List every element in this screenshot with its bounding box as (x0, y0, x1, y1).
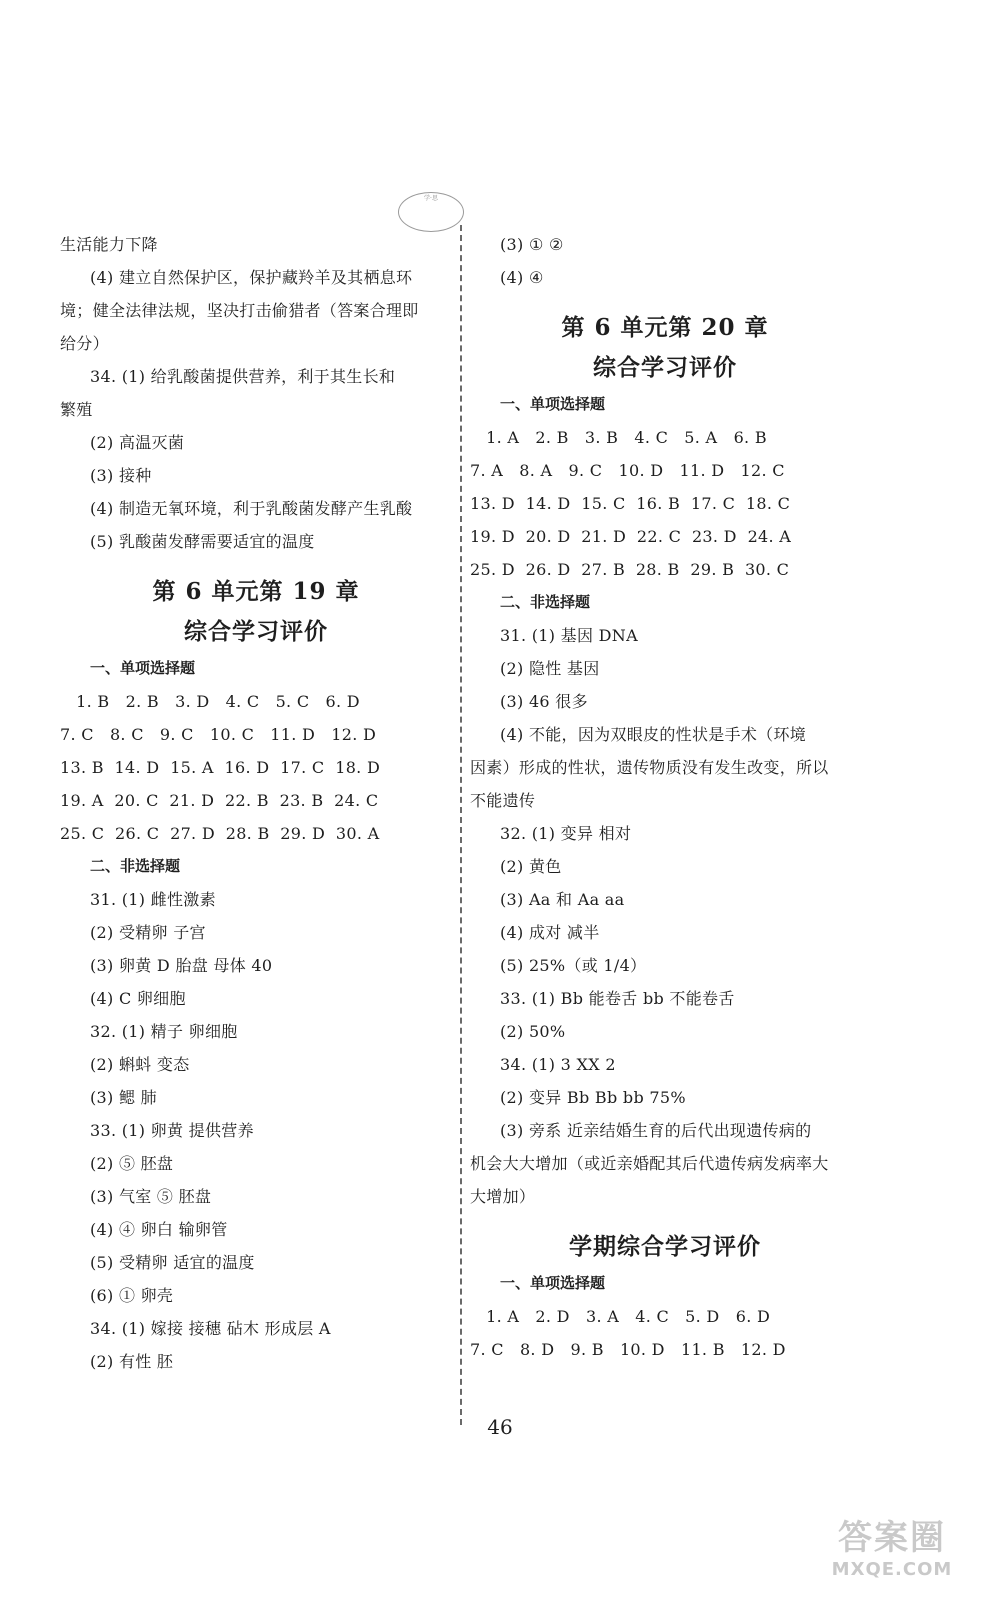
answer-line: 25. C 26. C 27. D 28. B 29. D 30. A (60, 824, 380, 843)
answer-line: (5) 受精卵 适宜的温度 (90, 1253, 255, 1272)
watermark-url: MXQE.COM (831, 1559, 953, 1580)
answer-line: 13. B 14. D 15. A 16. D 17. C 18. D (60, 758, 381, 777)
section-title: 综合学习评价 (184, 618, 328, 645)
answer-line: 31. (1) 雌性激素 (90, 890, 216, 909)
section-title: 第 6 单元第 20 章 (561, 314, 769, 341)
answer-line: (5) 乳酸菌发酵需要适宜的温度 (90, 532, 315, 551)
answer-line: 34. (1) 嫁接 接穗 砧木 形成层 A (90, 1319, 331, 1338)
question-type-heading: 一、单项选择题 (90, 659, 196, 677)
question-type-heading: 一、单项选择题 (500, 1274, 606, 1292)
answer-line: 32. (1) 变异 相对 (500, 824, 632, 843)
answer-line: (3) 气室 ⑤ 胚盘 (90, 1187, 212, 1206)
answer-line: 33. (1) Bb 能卷舌 bb 不能卷舌 (500, 989, 735, 1008)
answer-line: 31. (1) 基因 DNA (500, 626, 638, 645)
watermark-logo (802, 1518, 982, 1588)
answer-line: (2) ⑤ 胚盘 (90, 1154, 174, 1173)
question-type-heading: 一、单项选择题 (500, 395, 606, 413)
answer-line: (3) 46 很多 (500, 692, 588, 711)
answer-line: 34. (1) 给乳酸菌提供营养，利于其生长和 (90, 367, 396, 386)
answer-line: (4) C 卵细胞 (90, 989, 186, 1008)
question-type-heading: 二、非选择题 (90, 857, 181, 875)
answer-line: 大增加） (470, 1187, 536, 1206)
answer-line: 19. A 20. C 21. D 22. B 23. B 24. C (60, 791, 379, 810)
answer-line: 25. D 26. D 27. B 28. B 29. B 30. C (470, 560, 790, 579)
answer-line: (4) ④ (500, 268, 544, 287)
answer-line: (3) 卵黄 D 胎盘 母体 40 (90, 956, 273, 975)
answer-line: (2) 有性 胚 (90, 1352, 174, 1371)
answer-line: (4) ④ 卵白 输卵管 (90, 1220, 228, 1239)
answer-line: 7. C 8. C 9. C 10. C 11. D 12. D (60, 725, 377, 744)
answer-line: (3) Aa 和 Aa aa (500, 890, 625, 909)
answer-line: 因素）形成的性状，遗传物质没有发生改变，所以 (470, 758, 829, 777)
answer-line: (2) 蝌蚪 变态 (90, 1055, 190, 1074)
answer-line: 给分） (60, 334, 109, 353)
answer-line: (3) 旁系 近亲结婚生育的后代出现遗传病的 (500, 1121, 812, 1140)
answer-line: 33. (1) 卵黄 提供营养 (90, 1121, 254, 1140)
answer-line: (4) 不能，因为双眼皮的性状是手术（环境 (500, 725, 807, 744)
answer-line: 1. A 2. D 3. A 4. C 5. D 6. D (470, 1307, 771, 1326)
question-type-heading: 二、非选择题 (500, 593, 591, 611)
answer-line: (2) 50% (500, 1022, 566, 1041)
answer-line: 繁殖 (60, 400, 93, 419)
page-number: 46 (487, 1415, 513, 1439)
answer-line: 32. (1) 精子 卵细胞 (90, 1022, 238, 1041)
answer-line: 7. C 8. D 9. B 10. D 11. B 12. D (470, 1340, 786, 1359)
answer-line: 34. (1) 3 XX 2 (500, 1055, 616, 1074)
left-column (60, 228, 452, 1378)
answer-line: 生活能力下降 (60, 235, 158, 254)
answer-line: 不能遗传 (470, 791, 536, 810)
answer-line: 19. D 20. D 21. D 22. C 23. D 24. A (470, 527, 792, 546)
section-title: 第 6 单元第 19 章 (152, 578, 360, 605)
answer-line: 1. B 2. B 3. D 4. C 5. C 6. D (60, 692, 360, 711)
answer-line: (2) 隐性 基因 (500, 659, 600, 678)
answer-line: (2) 受精卵 子宫 (90, 923, 206, 942)
answer-line: (2) 黄色 (500, 857, 562, 876)
watermark-text: 答案圈 (838, 1518, 946, 1558)
answer-line: (6) ① 卵壳 (90, 1286, 174, 1305)
answer-line: (3) 鳃 肺 (90, 1088, 157, 1107)
answer-line: (4) 制造无氧环境，利于乳酸菌发酵产生乳酸 (90, 499, 413, 518)
right-column (470, 228, 860, 1366)
answer-line: 机会大大增加（或近亲婚配其后代遗传病发病率大 (470, 1154, 829, 1173)
answer-line: 13. D 14. D 15. C 16. B 17. C 18. C (470, 494, 791, 513)
answer-line: (5) 25%（或 1/4） (500, 956, 647, 975)
section-title: 综合学习评价 (593, 354, 737, 381)
answer-line: (3) ① ② (500, 235, 564, 254)
stamp-logo: 学·思 (398, 192, 464, 232)
answer-line: (3) 接种 (90, 466, 152, 485)
answer-line: 境；健全法律法规，坚决打击偷猎者（答案合理即 (60, 301, 419, 320)
answer-line: 1. A 2. B 3. B 4. C 5. A 6. B (470, 428, 767, 447)
answer-line: (4) 建立自然保护区，保护藏羚羊及其栖息环 (90, 268, 413, 287)
answer-line: (2) 高温灭菌 (90, 433, 185, 452)
section-title: 学期综合学习评价 (569, 1233, 761, 1260)
column-divider (460, 225, 462, 1425)
answer-line: (2) 变异 Bb Bb bb 75% (500, 1088, 686, 1107)
answer-line: (4) 成对 减半 (500, 923, 600, 942)
answer-line: 7. A 8. A 9. C 10. D 11. D 12. C (470, 461, 785, 480)
